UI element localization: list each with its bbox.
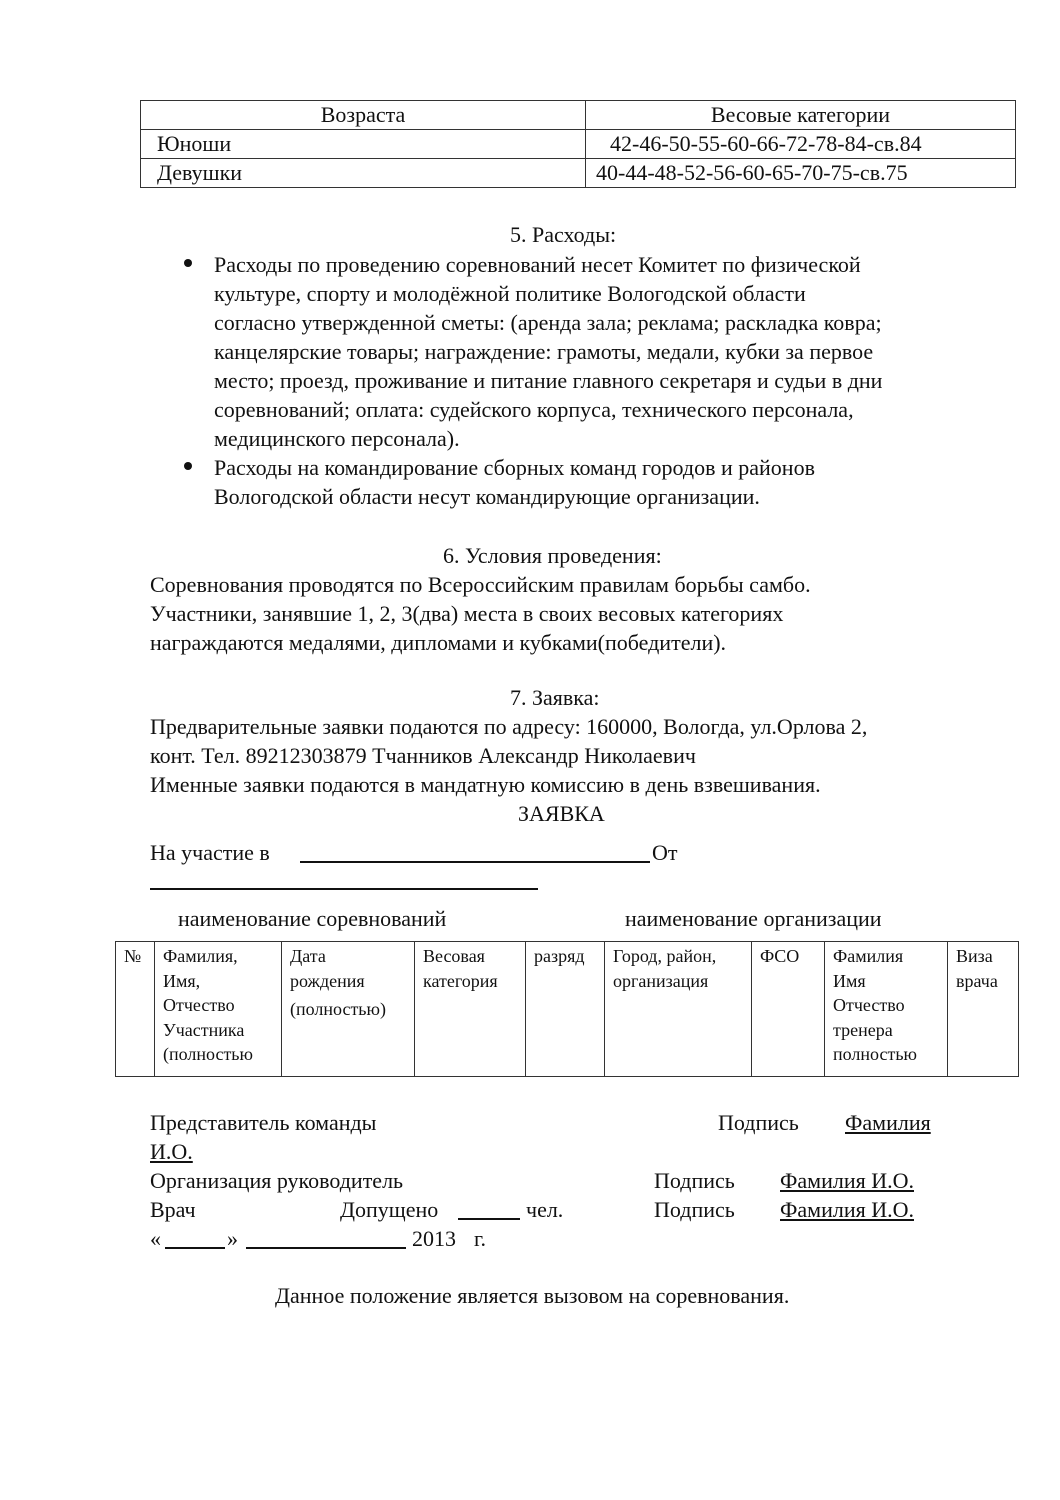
admitted-label: Допущено [340,1197,439,1222]
list-item [176,250,996,453]
row-age: Юноши [141,130,586,159]
section6-line: Участники, занявшие 1, 2, 3(два) места в своих весовых категориях [150,601,784,626]
org-sign-label: Подпись [654,1168,735,1193]
section7-title: 7. Заявка: [510,685,600,710]
col-city-organization: Город, район, организация [605,942,752,1077]
caption-organization: наименование организации [625,906,882,931]
caption-competition: наименование соревнований [178,906,447,931]
from-label: От [652,840,678,865]
header-age: Возраста [141,101,586,130]
year-suffix: г. [474,1226,487,1251]
competition-blank-line [300,861,650,863]
text-line: место; проезд, проживание и питание главного секретаря и судьи в дни [214,368,883,393]
weight-categories-table [140,100,1016,188]
persons-label: чел. [526,1197,564,1222]
section7-line: конт. Тел. 89212303879 Тчанников Александр Николаевич [150,743,696,768]
col-doctor-visa: Виза врача [948,942,1019,1077]
col-fso: ФСО [752,942,825,1077]
text-line: согласно утвержденной сметы: (аренда зала; реклама; раскладка ковра; [214,310,882,335]
col-number: № [116,942,155,1077]
org-label: Организация руководитель [150,1168,404,1193]
rep-sign-label: Подпись [718,1110,799,1135]
expenses-list [176,250,996,511]
row-age: Девушки [141,159,586,188]
section6-line: награждаются медалями, дипломами и кубками(победители). [150,630,727,655]
section6-title: 6. Условия проведения: [443,543,662,568]
col-coach-name: Фамилия Имя Отчество тренера полностью [825,942,948,1077]
quote-close: » [227,1226,238,1251]
doctor-label: Врач [150,1197,196,1222]
admitted-count-blank [458,1218,520,1220]
col-weight-category: Весовая категория [415,942,526,1077]
doctor-name: Фамилия И.О. [780,1197,914,1222]
zayavka-title: ЗАЯВКА [518,801,605,826]
doctor-sign-label: Подпись [654,1197,735,1222]
rep-label: Представитель команды [150,1110,377,1135]
col-participant-name: Фамилия, Имя, Отчество Участника (полностью [155,942,282,1077]
text-line: соревнований; оплата: судейского корпуса, технического персонала, [214,397,854,422]
rep-name-part1: Фамилия [845,1110,931,1135]
col-rank: разряд [526,942,605,1077]
col-birth-date: Дата рождения (полностью) [282,942,415,1077]
day-blank [165,1247,225,1249]
text-line: Расходы по проведению соревнований несет Комитет по физической [214,252,861,277]
bullet-icon [184,462,192,470]
text-line: культуре, спорту и молодёжной политике Вологодской области [214,281,806,306]
row-weights: 42-46-50-55-60-66-72-78-84-св.84 [586,130,1016,159]
row-weights: 40-44-48-52-56-60-65-70-75-св.75 [586,159,1016,188]
month-blank [246,1247,406,1249]
org-name: Фамилия И.О. [780,1168,914,1193]
text-line: Вологодской области несут командирующие организации. [214,484,760,509]
text-line: канцелярские товары; награждение: грамоты, медали, кубки за первое [214,339,874,364]
list-item [176,453,996,511]
text-line: медицинского персонала). [214,426,460,451]
section5-title: 5. Расходы: [510,222,617,247]
footer-note: Данное положение является вызовом на соревнования. [275,1283,790,1308]
bullet-icon [184,259,192,267]
table-row [141,130,1016,159]
table-header-row [141,101,1016,130]
header-weights: Весовые категории [586,101,1016,130]
table-row [141,159,1016,188]
organization-blank-line [150,888,538,890]
quote-open: « [150,1226,161,1251]
rep-name-part2: И.О. [150,1139,193,1164]
table-header-row [116,942,1019,1077]
year-text: 2013 [412,1226,456,1251]
section6-line: Соревнования проводятся по Всероссийским правилам борьбы самбо. [150,572,811,597]
section7-line: Предварительные заявки подаются по адресу: 160000, Вологда, ул.Орлова 2, [150,714,868,739]
text-line: Расходы на командирование сборных команд городов и районов [214,455,815,480]
application-table [115,941,1019,1077]
participation-label: На участие в [150,840,270,865]
section7-line: Именные заявки подаются в мандатную комиссию в день взвешивания. [150,772,821,797]
